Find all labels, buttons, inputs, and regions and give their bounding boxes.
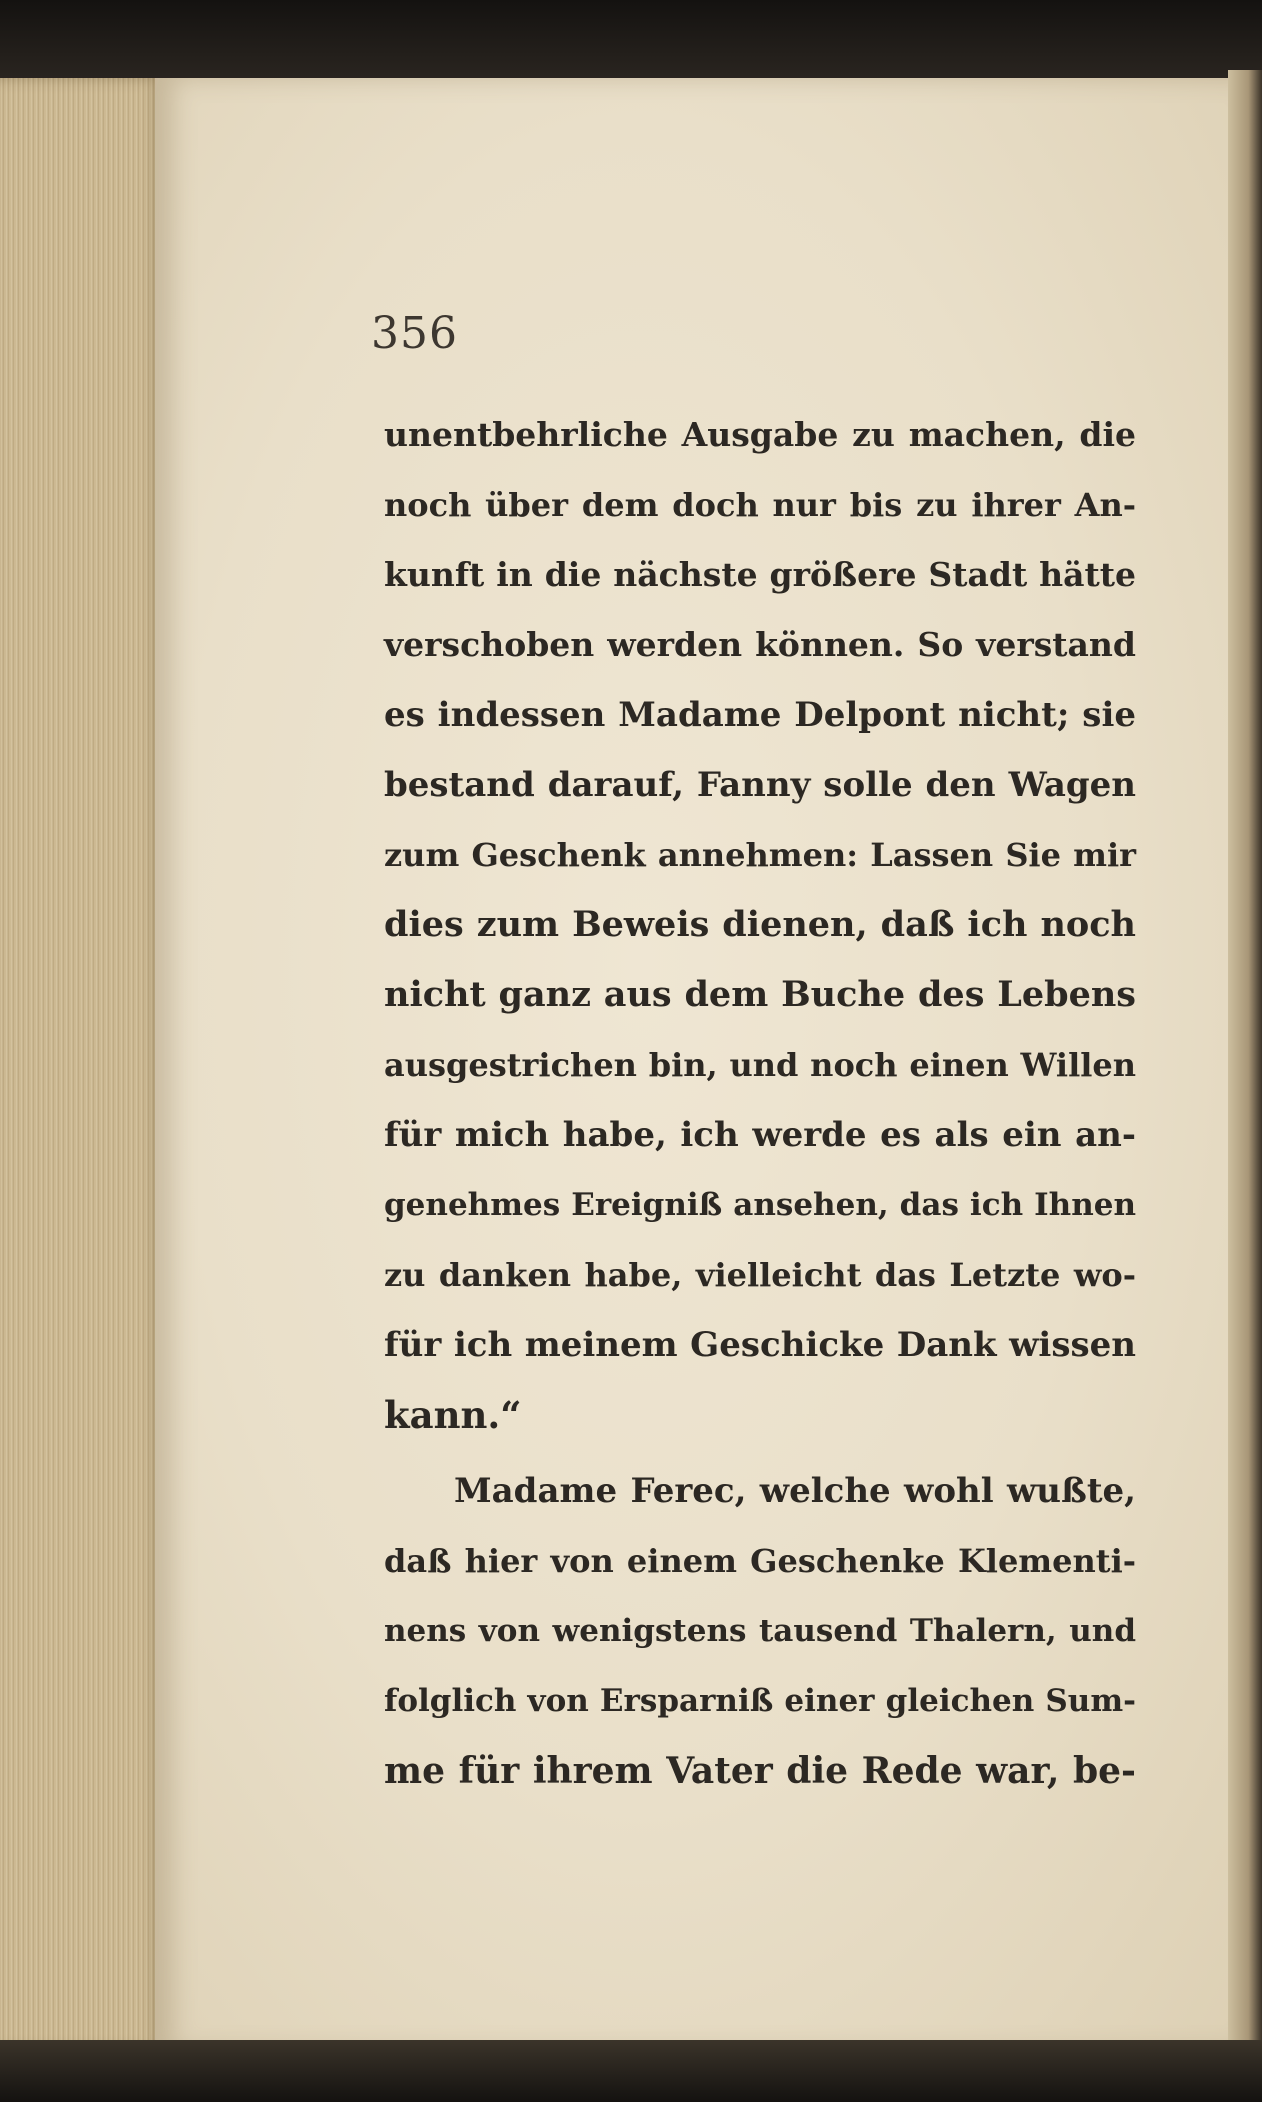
body-text <box>384 400 1136 1806</box>
text-line: folglich von Ersparniß einer gleichen Sum- <box>384 1683 1136 1719</box>
top-shadow <box>0 0 1262 80</box>
text-line: kann.“ <box>384 1393 522 1437</box>
right-page-edge <box>1228 70 1262 2060</box>
text-line: nicht ganz aus dem Buche des Lebens <box>384 974 1136 1015</box>
text-line: unentbehrliche Ausgabe zu machen, die <box>384 415 1136 454</box>
page-number: 356 <box>371 308 458 359</box>
text-line: ausgestrichen bin, und noch einen Willen <box>384 1046 1136 1084</box>
text-line: me für ihrem Vater die Rede war, be- <box>384 1750 1136 1792</box>
text-line: genehmes Ereigniß ansehen, das ich Ihnen <box>384 1187 1136 1223</box>
text-line: noch über dem doch nur bis zu ihrer An- <box>384 486 1136 524</box>
text-line: nens von wenigstens tausend Thalern, und <box>384 1613 1136 1649</box>
text-line: für ich meinem Geschicke Dank wissen <box>384 1325 1136 1365</box>
page-edges <box>0 78 165 2050</box>
text-line: kunft in die nächste größere Stadt hätte <box>384 555 1136 594</box>
text-line: es indessen Madame Delpont nicht; sie <box>384 695 1136 735</box>
text-line: Madame Ferec, welche wohl wußte, <box>454 1471 1136 1511</box>
text-line: bestand darauf, Fanny solle den Wagen <box>384 765 1136 805</box>
text-line: dies zum Beweis dienen, daß ich noch <box>384 904 1136 945</box>
text-line: daß hier von einem Geschenke Klementi- <box>384 1542 1136 1580</box>
bottom-shadow <box>0 2040 1262 2102</box>
text-line: für mich habe, ich werde es als ein an- <box>384 1115 1136 1155</box>
text-line: zu danken habe, vielleicht das Letzte wo- <box>384 1256 1136 1294</box>
text-line: zum Geschenk annehmen: Lassen Sie mir <box>384 836 1136 874</box>
text-line: verschoben werden können. So verstand <box>384 625 1136 664</box>
